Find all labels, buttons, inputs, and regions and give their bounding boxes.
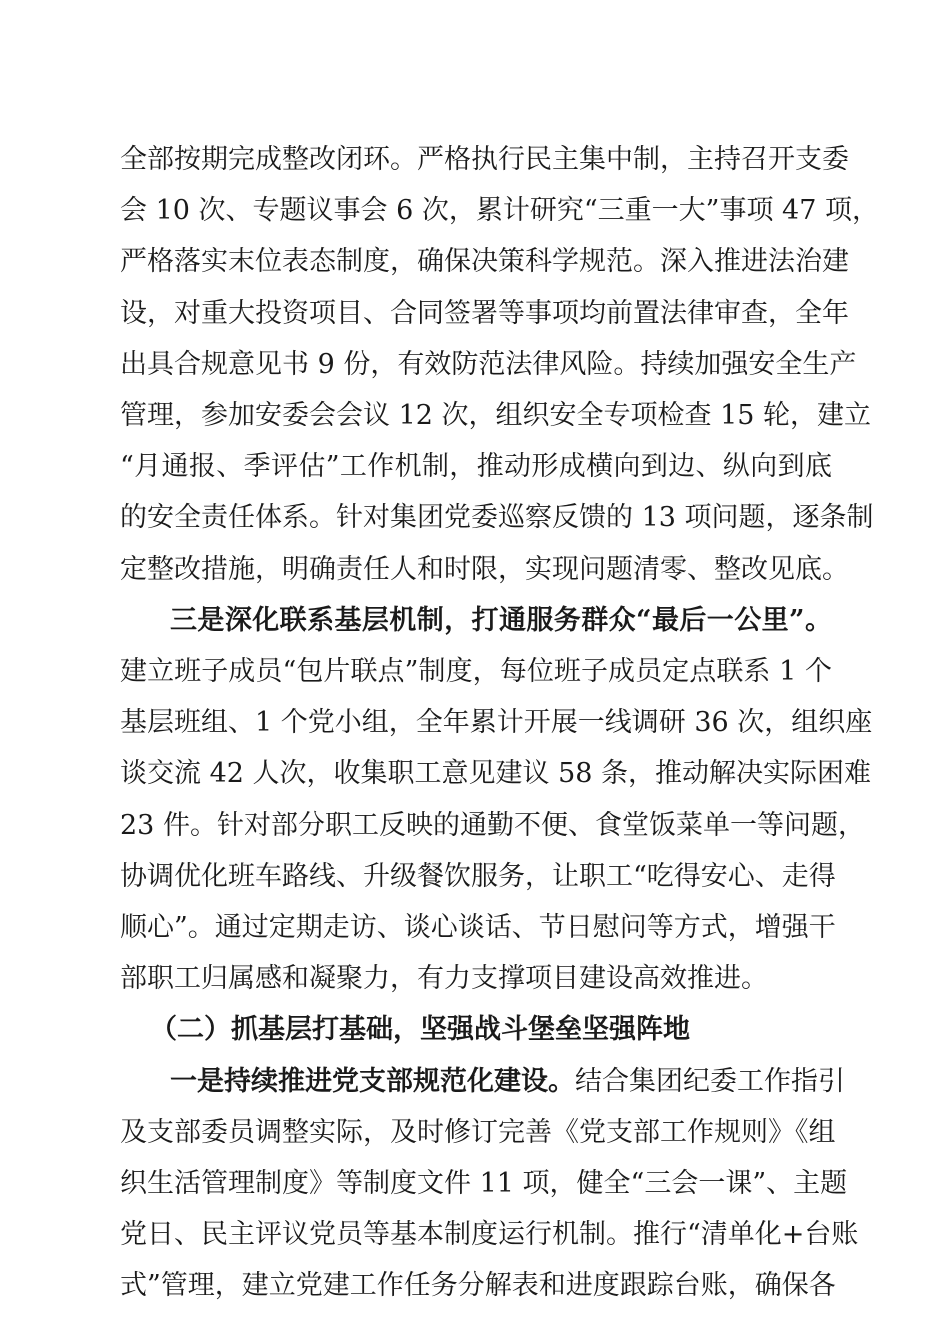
text-line [120, 654, 832, 690]
text-line [120, 193, 879, 229]
text-line [120, 1115, 836, 1151]
body-text: 式”管理，建立党建工作任务分解表和进度跟踪台账，确保各 [120, 1270, 836, 1302]
body-text: 管理，参加安委会会议 12 次，组织安全专项检查 15 轮，建立 [120, 400, 872, 431]
body-text: “月通报、季评估”工作机制，推动形成横向到边、纵向到底 [120, 451, 832, 483]
body-text: 严格落实末位表态制度，确保决策科学规范。深入推进法治建 [120, 246, 849, 278]
body-text: 织生活管理制度》等制度文件 11 项，健全“三会一课”、主题 [120, 1168, 848, 1199]
text-line [120, 1217, 859, 1253]
text-line [120, 705, 873, 741]
text-line [120, 398, 872, 434]
body-text: 全部按期完成整改闭环。严格执行民主集中制，主持召开支委 [120, 144, 849, 175]
body-text: 谈交流 42 人次，收集职工意见建议 58 条，推动解决实际困难 [120, 758, 872, 790]
body-text: 协调优化班车路线、升级餐饮服务，让职工“吃得安心、走得 [120, 860, 836, 892]
text-line [120, 552, 849, 588]
text-line [170, 1064, 845, 1100]
body-text: 部职工归属感和凝聚力，有力支撑项目建设高效推进。 [120, 963, 768, 995]
body-text: 23 件。针对部分职工反映的通勤不便、食堂饭菜单一等问题， [120, 809, 865, 841]
bold-lead-text: 三是深化联系基层机制，打通服务群众“最后一公里”。 [170, 604, 832, 636]
body-text: 及支部委员调整实际，及时修订完善《党支部工作规则》《组 [120, 1116, 836, 1148]
text-line [120, 1268, 836, 1304]
text-line [120, 910, 836, 946]
text-line [120, 961, 768, 997]
text-line [120, 244, 849, 280]
bold-lead-text: 一是持续推进党支部规范化建设。 [170, 1065, 575, 1097]
text-line [120, 347, 857, 383]
text-line [120, 449, 832, 485]
body-text: 设，对重大投资项目、合同签署等事项均前置法律审查，全年 [120, 297, 849, 329]
text-line [120, 808, 865, 844]
text-line [120, 756, 872, 792]
body-text: 顺心”。通过定期走访、谈心谈话、节日慰问等方式，增强干 [120, 912, 836, 943]
text-line [120, 142, 849, 178]
body-text: 建立班子成员“包片联点”制度，每位班子成员定点联系 1 个 [120, 656, 832, 687]
text-line [170, 603, 832, 639]
text-line [120, 500, 874, 536]
body-text: 的安全责任体系。针对集团党委巡察反馈的 13 项问题，逐条制 [120, 502, 874, 534]
text-line [120, 1166, 848, 1202]
body-text: 结合集团纪委工作指引 [575, 1065, 845, 1097]
bold-lead-text: （二）抓基层打基础，坚强战斗堡垒坚强阵地 [150, 1014, 690, 1046]
body-text: 定整改措施，明确责任人和时限，实现问题清零、整改见底。 [120, 553, 849, 585]
body-text: 党日、民主评议党员等基本制度运行机制。推行“清单化+台账 [120, 1219, 859, 1251]
body-text: 会 10 次、专题议事会 6 次，累计研究“三重一大”事项 47 项， [120, 195, 879, 227]
body-text: 基层班组、1 个党小组，全年累计开展一线调研 36 次，组织座 [120, 707, 873, 739]
text-line [120, 296, 849, 332]
text-line [120, 859, 836, 895]
section-heading [150, 1012, 690, 1048]
body-text: 出具合规意见书 9 份，有效防范法律风险。持续加强安全生产 [120, 348, 857, 380]
